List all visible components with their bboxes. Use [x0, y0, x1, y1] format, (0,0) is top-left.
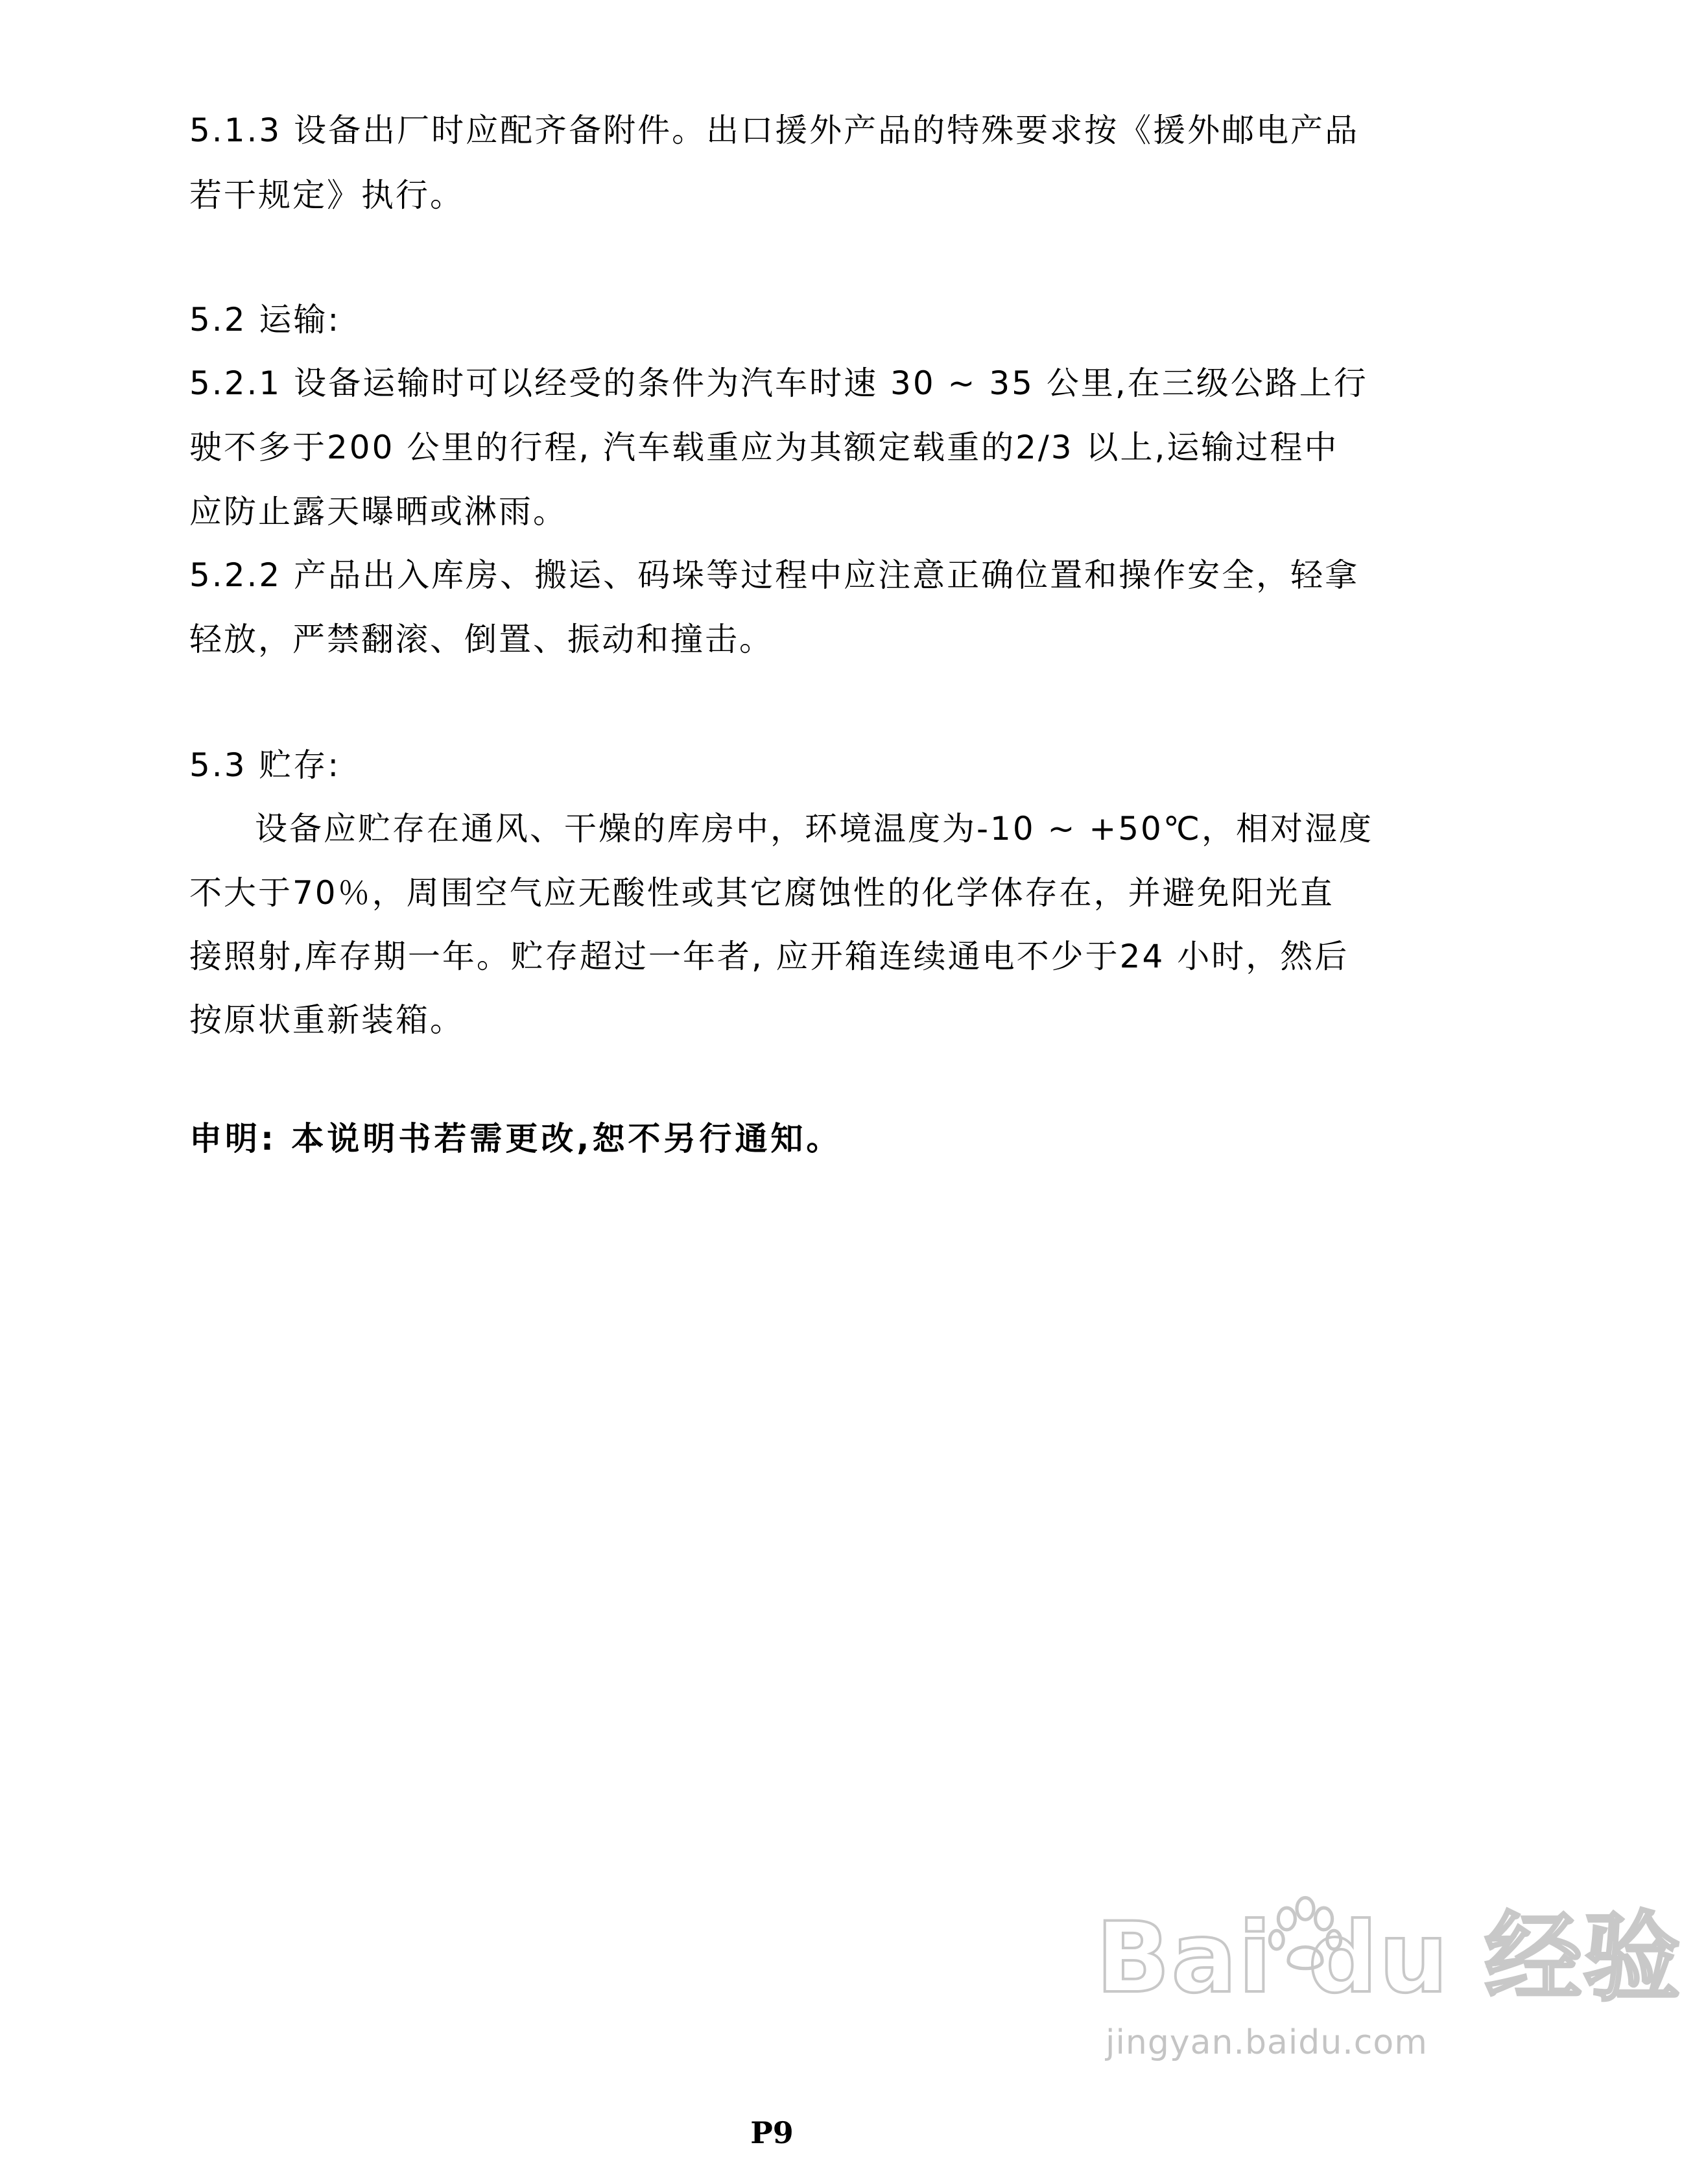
text-line-5-3-1: 设备应贮存在通风、干燥的库房中，环境温度为-10 ~ +50℃，相对湿度 [255, 810, 1374, 848]
text-line-5-3-3: 接照射,库存期一年。贮存超过一年者, 应开箱连续通电不少于24 小时，然后 [189, 938, 1349, 975]
text-line-5-3-2: 不大于70％，周围空气应无酸性或其它腐蚀性的化学体存在，并避免阳光直 [189, 874, 1334, 912]
disclaimer-statement: 申明: 本说明书若需更改,恕不另行通知。 [189, 1120, 842, 1157]
text-line-5-3-4: 按原状重新装箱。 [189, 1001, 464, 1039]
section-heading-5-3: 5.3 贮存: [189, 746, 341, 784]
text-line-5-1-3: 5.1.3 设备出厂时应配齐备附件。出口援外产品的特殊要求按《援外邮电产品 [189, 112, 1360, 149]
text-line-5-2-1: 5.2.1 设备运输时可以经受的条件为汽车时速 30 ~ 35 公里,在三级公路上行 [189, 364, 1368, 402]
baidu-jingyan-watermark [1096, 1893, 1682, 2069]
section-heading-5-2: 5.2 运输: [189, 301, 341, 338]
watermark-logo-text: Bai du 经验 [1096, 1902, 1682, 2015]
page-number: P9 [750, 2115, 794, 2150]
text-line-5-2-1-cont-2: 应防止露天曝晒或淋雨。 [189, 493, 567, 530]
baidu-paw-icon [1263, 1893, 1347, 1978]
text-line-5-2-1-cont-1: 驶不多于200 公里的行程, 汽车载重应为其额定载重的2/3 以上,运输过程中 [189, 429, 1339, 466]
text-line-5-2-2-cont: 轻放，严禁翻滚、倒置、振动和撞击。 [189, 621, 774, 658]
text-line-5-1-3-cont: 若干规定》执行。 [189, 176, 464, 214]
watermark-url: jingyan.baidu.com [1106, 2023, 1428, 2062]
text-line-5-2-2: 5.2.2 产品出入库房、搬运、码垛等过程中应注意正确位置和操作安全，轻拿 [189, 556, 1360, 594]
